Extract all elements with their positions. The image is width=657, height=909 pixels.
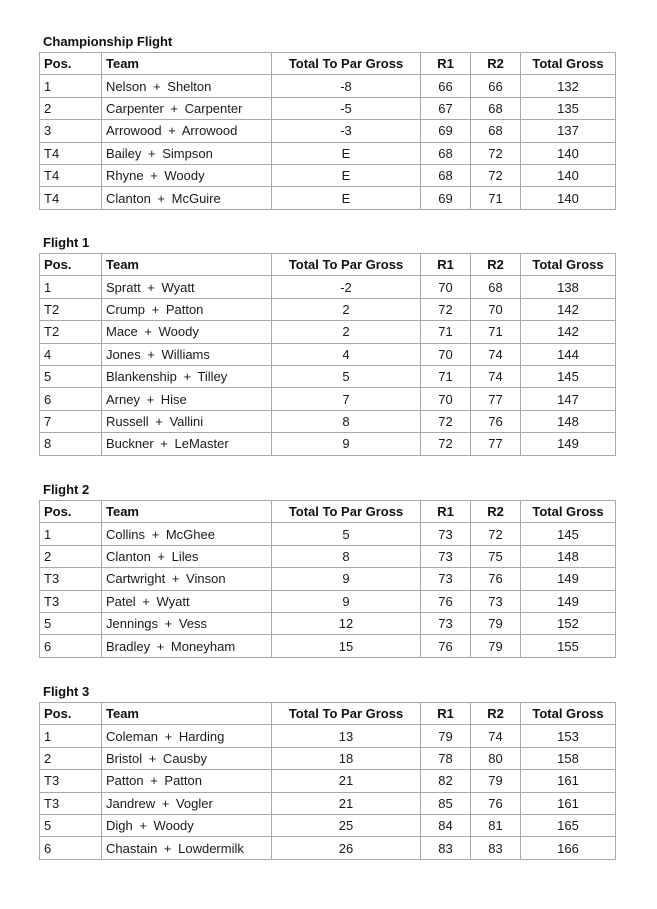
cell-pos: 1 [40,276,102,298]
cell-total-to-par: E [272,187,421,209]
cell-total-gross: 145 [521,523,616,545]
cell-r1: 67 [421,97,471,119]
cell-r2: 71 [471,187,521,209]
header-r1: R1 [421,703,471,725]
cell-total-to-par: -8 [272,75,421,97]
results-table [39,500,616,658]
cell-total-to-par: 13 [272,725,421,747]
cell-pos: T3 [40,770,102,792]
header-pos: Pos. [40,53,102,75]
cell-r1: 73 [421,545,471,567]
header-row [40,254,616,276]
header-r1: R1 [421,53,471,75]
cell-pos: 8 [40,433,102,455]
cell-total-to-par: -3 [272,120,421,142]
cell-total-gross: 137 [521,120,616,142]
cell-r2: 81 [471,814,521,836]
cell-r1: 73 [421,612,471,634]
cell-r1: 83 [421,837,471,859]
cell-total-gross: 142 [521,298,616,320]
cell-total-to-par: 8 [272,410,421,432]
header-pos: Pos. [40,501,102,523]
flight-section-2 [39,480,616,658]
header-total-gross: Total Gross [521,501,616,523]
cell-r1: 72 [421,410,471,432]
cell-total-to-par: -5 [272,97,421,119]
header-row [40,703,616,725]
cell-r2: 73 [471,590,521,612]
cell-pos: T3 [40,568,102,590]
table-row [40,187,616,209]
cell-pos: T4 [40,164,102,186]
cell-total-to-par: 21 [272,792,421,814]
cell-team: Spratt + Wyatt [102,276,272,298]
table-row [40,837,616,859]
cell-r2: 68 [471,120,521,142]
cell-team: Clanton + Liles [102,545,272,567]
flight-section-1 [39,233,616,456]
cell-total-to-par: 7 [272,388,421,410]
header-r2: R2 [471,53,521,75]
cell-total-gross: 149 [521,590,616,612]
cell-r1: 66 [421,75,471,97]
cell-total-to-par: 12 [272,612,421,634]
cell-r2: 70 [471,298,521,320]
cell-total-to-par: 21 [272,770,421,792]
header-team: Team [102,254,272,276]
cell-team: Bristol + Causby [102,747,272,769]
cell-team: Blankenship + Tilley [102,365,272,387]
cell-r1: 70 [421,388,471,410]
cell-team: Arney + Hise [102,388,272,410]
header-total-gross: Total Gross [521,703,616,725]
cell-total-gross: 161 [521,792,616,814]
table-row [40,770,616,792]
cell-total-gross: 148 [521,410,616,432]
cell-r2: 80 [471,747,521,769]
cell-total-to-par: E [272,164,421,186]
cell-r2: 68 [471,97,521,119]
cell-team: Bailey + Simpson [102,142,272,164]
cell-r2: 72 [471,142,521,164]
cell-team: Chastain + Lowdermilk [102,837,272,859]
table-row [40,410,616,432]
cell-total-gross: 161 [521,770,616,792]
cell-team: Jennings + Vess [102,612,272,634]
cell-team: Collins + McGhee [102,523,272,545]
header-total-gross: Total Gross [521,53,616,75]
cell-total-to-par: 26 [272,837,421,859]
cell-team: Digh + Woody [102,814,272,836]
cell-total-to-par: 2 [272,298,421,320]
cell-team: Patton + Patton [102,770,272,792]
table-row [40,792,616,814]
cell-r2: 71 [471,321,521,343]
cell-total-to-par: 8 [272,545,421,567]
cell-r1: 78 [421,747,471,769]
cell-pos: 7 [40,410,102,432]
cell-pos: 6 [40,635,102,657]
header-r1: R1 [421,501,471,523]
header-row [40,53,616,75]
header-r2: R2 [471,254,521,276]
cell-pos: T2 [40,298,102,320]
cell-r1: 69 [421,187,471,209]
header-total-to-par: Total To Par Gross [272,501,421,523]
flight-title: Flight 1 [43,235,90,250]
cell-r1: 84 [421,814,471,836]
cell-total-to-par: E [272,142,421,164]
table-row [40,365,616,387]
cell-r2: 75 [471,545,521,567]
cell-total-gross: 138 [521,276,616,298]
cell-r1: 72 [421,433,471,455]
table-row [40,164,616,186]
cell-total-gross: 140 [521,187,616,209]
cell-total-gross: 140 [521,164,616,186]
cell-team: Russell + Vallini [102,410,272,432]
cell-pos: 5 [40,365,102,387]
cell-total-gross: 155 [521,635,616,657]
results-table [39,702,616,860]
cell-pos: 2 [40,97,102,119]
cell-r1: 82 [421,770,471,792]
cell-r1: 85 [421,792,471,814]
table-row [40,568,616,590]
cell-pos: 2 [40,747,102,769]
cell-pos: T3 [40,792,102,814]
header-total-to-par: Total To Par Gross [272,53,421,75]
cell-team: Carpenter + Carpenter [102,97,272,119]
cell-total-gross: 135 [521,97,616,119]
cell-pos: 2 [40,545,102,567]
cell-pos: 3 [40,120,102,142]
cell-r2: 77 [471,433,521,455]
cell-total-gross: 158 [521,747,616,769]
header-pos: Pos. [40,254,102,276]
header-pos: Pos. [40,703,102,725]
cell-pos: T4 [40,142,102,164]
header-r2: R2 [471,501,521,523]
header-total-to-par: Total To Par Gross [272,254,421,276]
cell-total-gross: 144 [521,343,616,365]
header-team: Team [102,53,272,75]
cell-r1: 73 [421,523,471,545]
cell-r2: 74 [471,365,521,387]
cell-r2: 76 [471,410,521,432]
cell-team: Cartwright + Vinson [102,568,272,590]
cell-team: Clanton + McGuire [102,187,272,209]
results-table [39,253,616,456]
cell-total-gross: 165 [521,814,616,836]
cell-r1: 72 [421,298,471,320]
cell-total-to-par: 2 [272,321,421,343]
cell-team: Coleman + Harding [102,725,272,747]
cell-team: Jandrew + Vogler [102,792,272,814]
cell-r1: 70 [421,343,471,365]
table-row [40,97,616,119]
cell-total-to-par: 5 [272,523,421,545]
table-row [40,433,616,455]
cell-r1: 73 [421,568,471,590]
flight-title: Championship Flight [43,34,173,49]
cell-team: Nelson + Shelton [102,75,272,97]
cell-r2: 79 [471,612,521,634]
flight-title: Flight 2 [43,482,90,497]
flight-section-championship [39,32,616,210]
header-team: Team [102,703,272,725]
cell-r1: 68 [421,164,471,186]
table-row [40,635,616,657]
cell-total-gross: 140 [521,142,616,164]
header-total-to-par: Total To Par Gross [272,703,421,725]
cell-team: Jones + Williams [102,343,272,365]
cell-r1: 69 [421,120,471,142]
table-row [40,590,616,612]
cell-pos: 1 [40,725,102,747]
cell-r2: 72 [471,523,521,545]
cell-r1: 70 [421,276,471,298]
cell-r2: 74 [471,343,521,365]
table-row [40,388,616,410]
cell-r2: 83 [471,837,521,859]
table-row [40,545,616,567]
header-r1: R1 [421,254,471,276]
cell-team: Rhyne + Woody [102,164,272,186]
cell-total-gross: 149 [521,433,616,455]
cell-total-to-par: 25 [272,814,421,836]
flight-title: Flight 3 [43,684,90,699]
cell-r2: 72 [471,164,521,186]
cell-total-to-par: 18 [272,747,421,769]
cell-r2: 68 [471,276,521,298]
cell-total-to-par: -2 [272,276,421,298]
cell-total-gross: 152 [521,612,616,634]
cell-total-gross: 145 [521,365,616,387]
cell-r2: 66 [471,75,521,97]
cell-total-gross: 132 [521,75,616,97]
cell-pos: T2 [40,321,102,343]
cell-r1: 76 [421,590,471,612]
cell-r1: 79 [421,725,471,747]
cell-r2: 77 [471,388,521,410]
cell-pos: 4 [40,343,102,365]
cell-r2: 79 [471,635,521,657]
cell-team: Patel + Wyatt [102,590,272,612]
cell-r1: 68 [421,142,471,164]
table-row [40,120,616,142]
cell-r2: 76 [471,792,521,814]
table-row [40,75,616,97]
results-table [39,52,616,210]
cell-total-gross: 166 [521,837,616,859]
cell-total-to-par: 9 [272,568,421,590]
cell-pos: T3 [40,590,102,612]
cell-total-gross: 149 [521,568,616,590]
cell-pos: 6 [40,837,102,859]
header-total-gross: Total Gross [521,254,616,276]
cell-r1: 76 [421,635,471,657]
cell-total-gross: 148 [521,545,616,567]
cell-total-gross: 147 [521,388,616,410]
cell-pos: 1 [40,75,102,97]
table-row [40,747,616,769]
cell-total-gross: 153 [521,725,616,747]
table-row [40,298,616,320]
table-row [40,523,616,545]
header-team: Team [102,501,272,523]
table-row [40,321,616,343]
table-row [40,725,616,747]
cell-team: Bradley + Moneyham [102,635,272,657]
cell-pos: 6 [40,388,102,410]
cell-total-gross: 142 [521,321,616,343]
table-row [40,276,616,298]
cell-r1: 71 [421,365,471,387]
cell-team: Mace + Woody [102,321,272,343]
table-row [40,612,616,634]
cell-pos: 5 [40,612,102,634]
table-row [40,814,616,836]
cell-team: Crump + Patton [102,298,272,320]
cell-total-to-par: 9 [272,590,421,612]
cell-pos: T4 [40,187,102,209]
cell-r2: 76 [471,568,521,590]
cell-total-to-par: 9 [272,433,421,455]
cell-pos: 1 [40,523,102,545]
cell-total-to-par: 5 [272,365,421,387]
cell-pos: 5 [40,814,102,836]
table-row [40,343,616,365]
table-row [40,142,616,164]
cell-r1: 71 [421,321,471,343]
cell-r2: 79 [471,770,521,792]
flight-section-3 [39,682,616,860]
header-row [40,501,616,523]
cell-total-to-par: 15 [272,635,421,657]
cell-r2: 74 [471,725,521,747]
cell-team: Arrowood + Arrowood [102,120,272,142]
cell-team: Buckner + LeMaster [102,433,272,455]
cell-total-to-par: 4 [272,343,421,365]
header-r2: R2 [471,703,521,725]
